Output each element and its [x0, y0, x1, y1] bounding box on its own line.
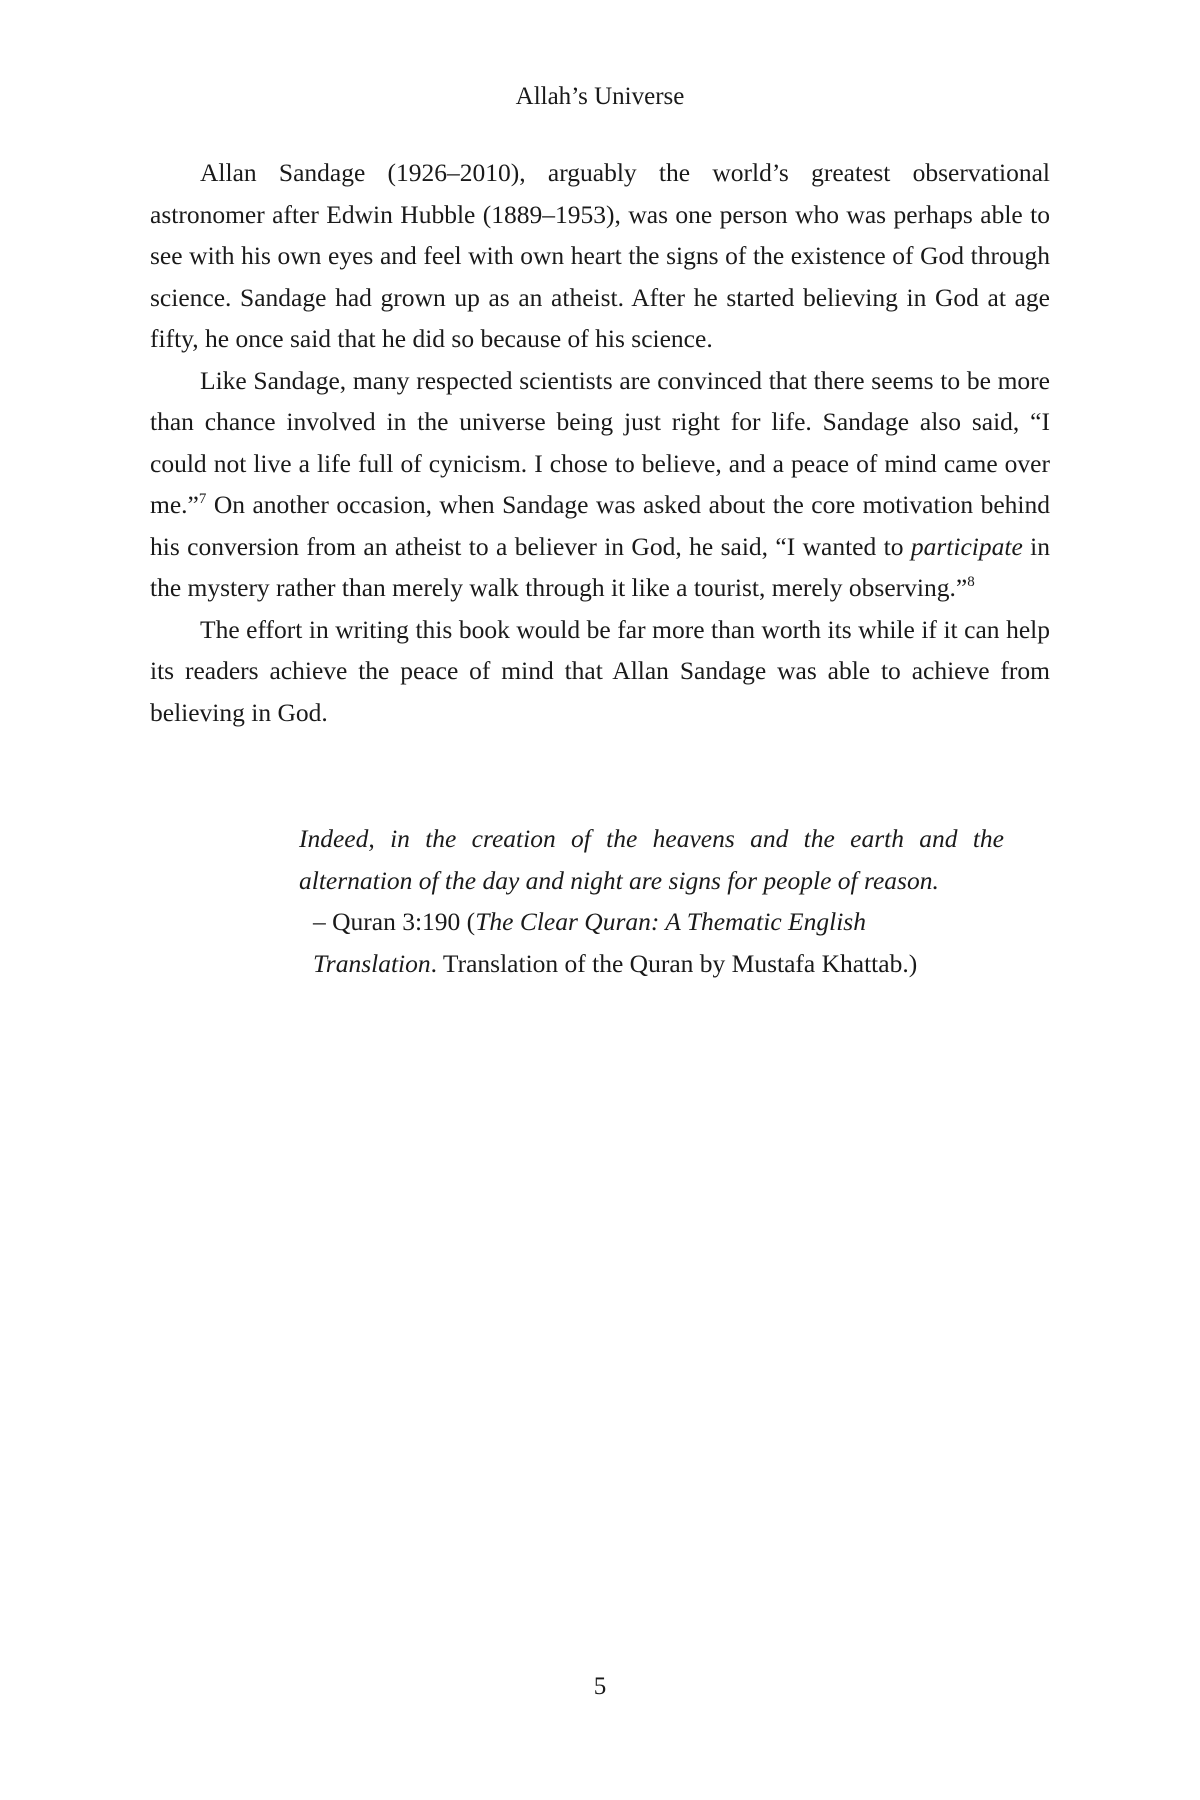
page-number: 5	[593, 1673, 607, 1700]
footnote-ref-8[interactable]: 8	[967, 574, 975, 590]
paragraph-2-part-2: On another occasion, when Sandage was asked about the core motivation behind his conversion from an atheist to a believer in God, he said, “I wanted to	[150, 490, 1050, 561]
epigraph-source-title-line-1: The Clear Quran: A Thematic English	[475, 907, 866, 936]
epigraph-source-prefix: – Quran 3:190 (	[313, 907, 476, 936]
epigraph-source-title-line-2: Translation	[313, 948, 431, 978]
paragraph-2	[150, 360, 1050, 609]
paragraph-3: The effort in writing this book would be far more than worth its while if it can help its readers achieve the peace of mind that Allan Sandage was able to achieve from believing in God.	[150, 614, 1050, 727]
paragraph-2-part-3: in the mystery rather than merely walk through it like a tourist, merely observing.”	[150, 531, 1050, 602]
body-text	[150, 152, 1050, 733]
epigraph-source-suffix: . Translation of the Quran by Mustafa Khattab.)	[430, 948, 918, 978]
paragraph-1: Allan Sandage (1926–2010), arguably the world’s greatest observational astronomer after Edwin Hubble (1889–1953), was one person who was perhaps able to see with his own eyes and feel with own heart the signs of the existence of God through science. Sandage had grown up as an atheist. After he started believing in God at age fifty, he once said that he did so because of his science.	[150, 158, 1050, 353]
paragraph-2-part-1: Like Sandage, many respected scientists are convinced that there seems to be more than chance involved in the universe being just right for life. Sandage also said, “I could not live a life full of cynicism. I chose to believe, and a peace of mind came over me.”	[150, 365, 1050, 519]
epigraph-source	[299, 901, 1004, 943]
footnote-ref-7[interactable]: 7	[198, 491, 207, 507]
epigraph-source-continued	[299, 943, 1004, 985]
epigraph-quote: Indeed, in the creation of the heavens and the earth and the alternation of the day and night are signs for people of reason.	[299, 824, 1004, 895]
running-header: Allah’s Universe	[515, 83, 685, 110]
epigraph	[299, 818, 1004, 984]
paragraph-2-emphasis: participate	[910, 531, 1023, 561]
